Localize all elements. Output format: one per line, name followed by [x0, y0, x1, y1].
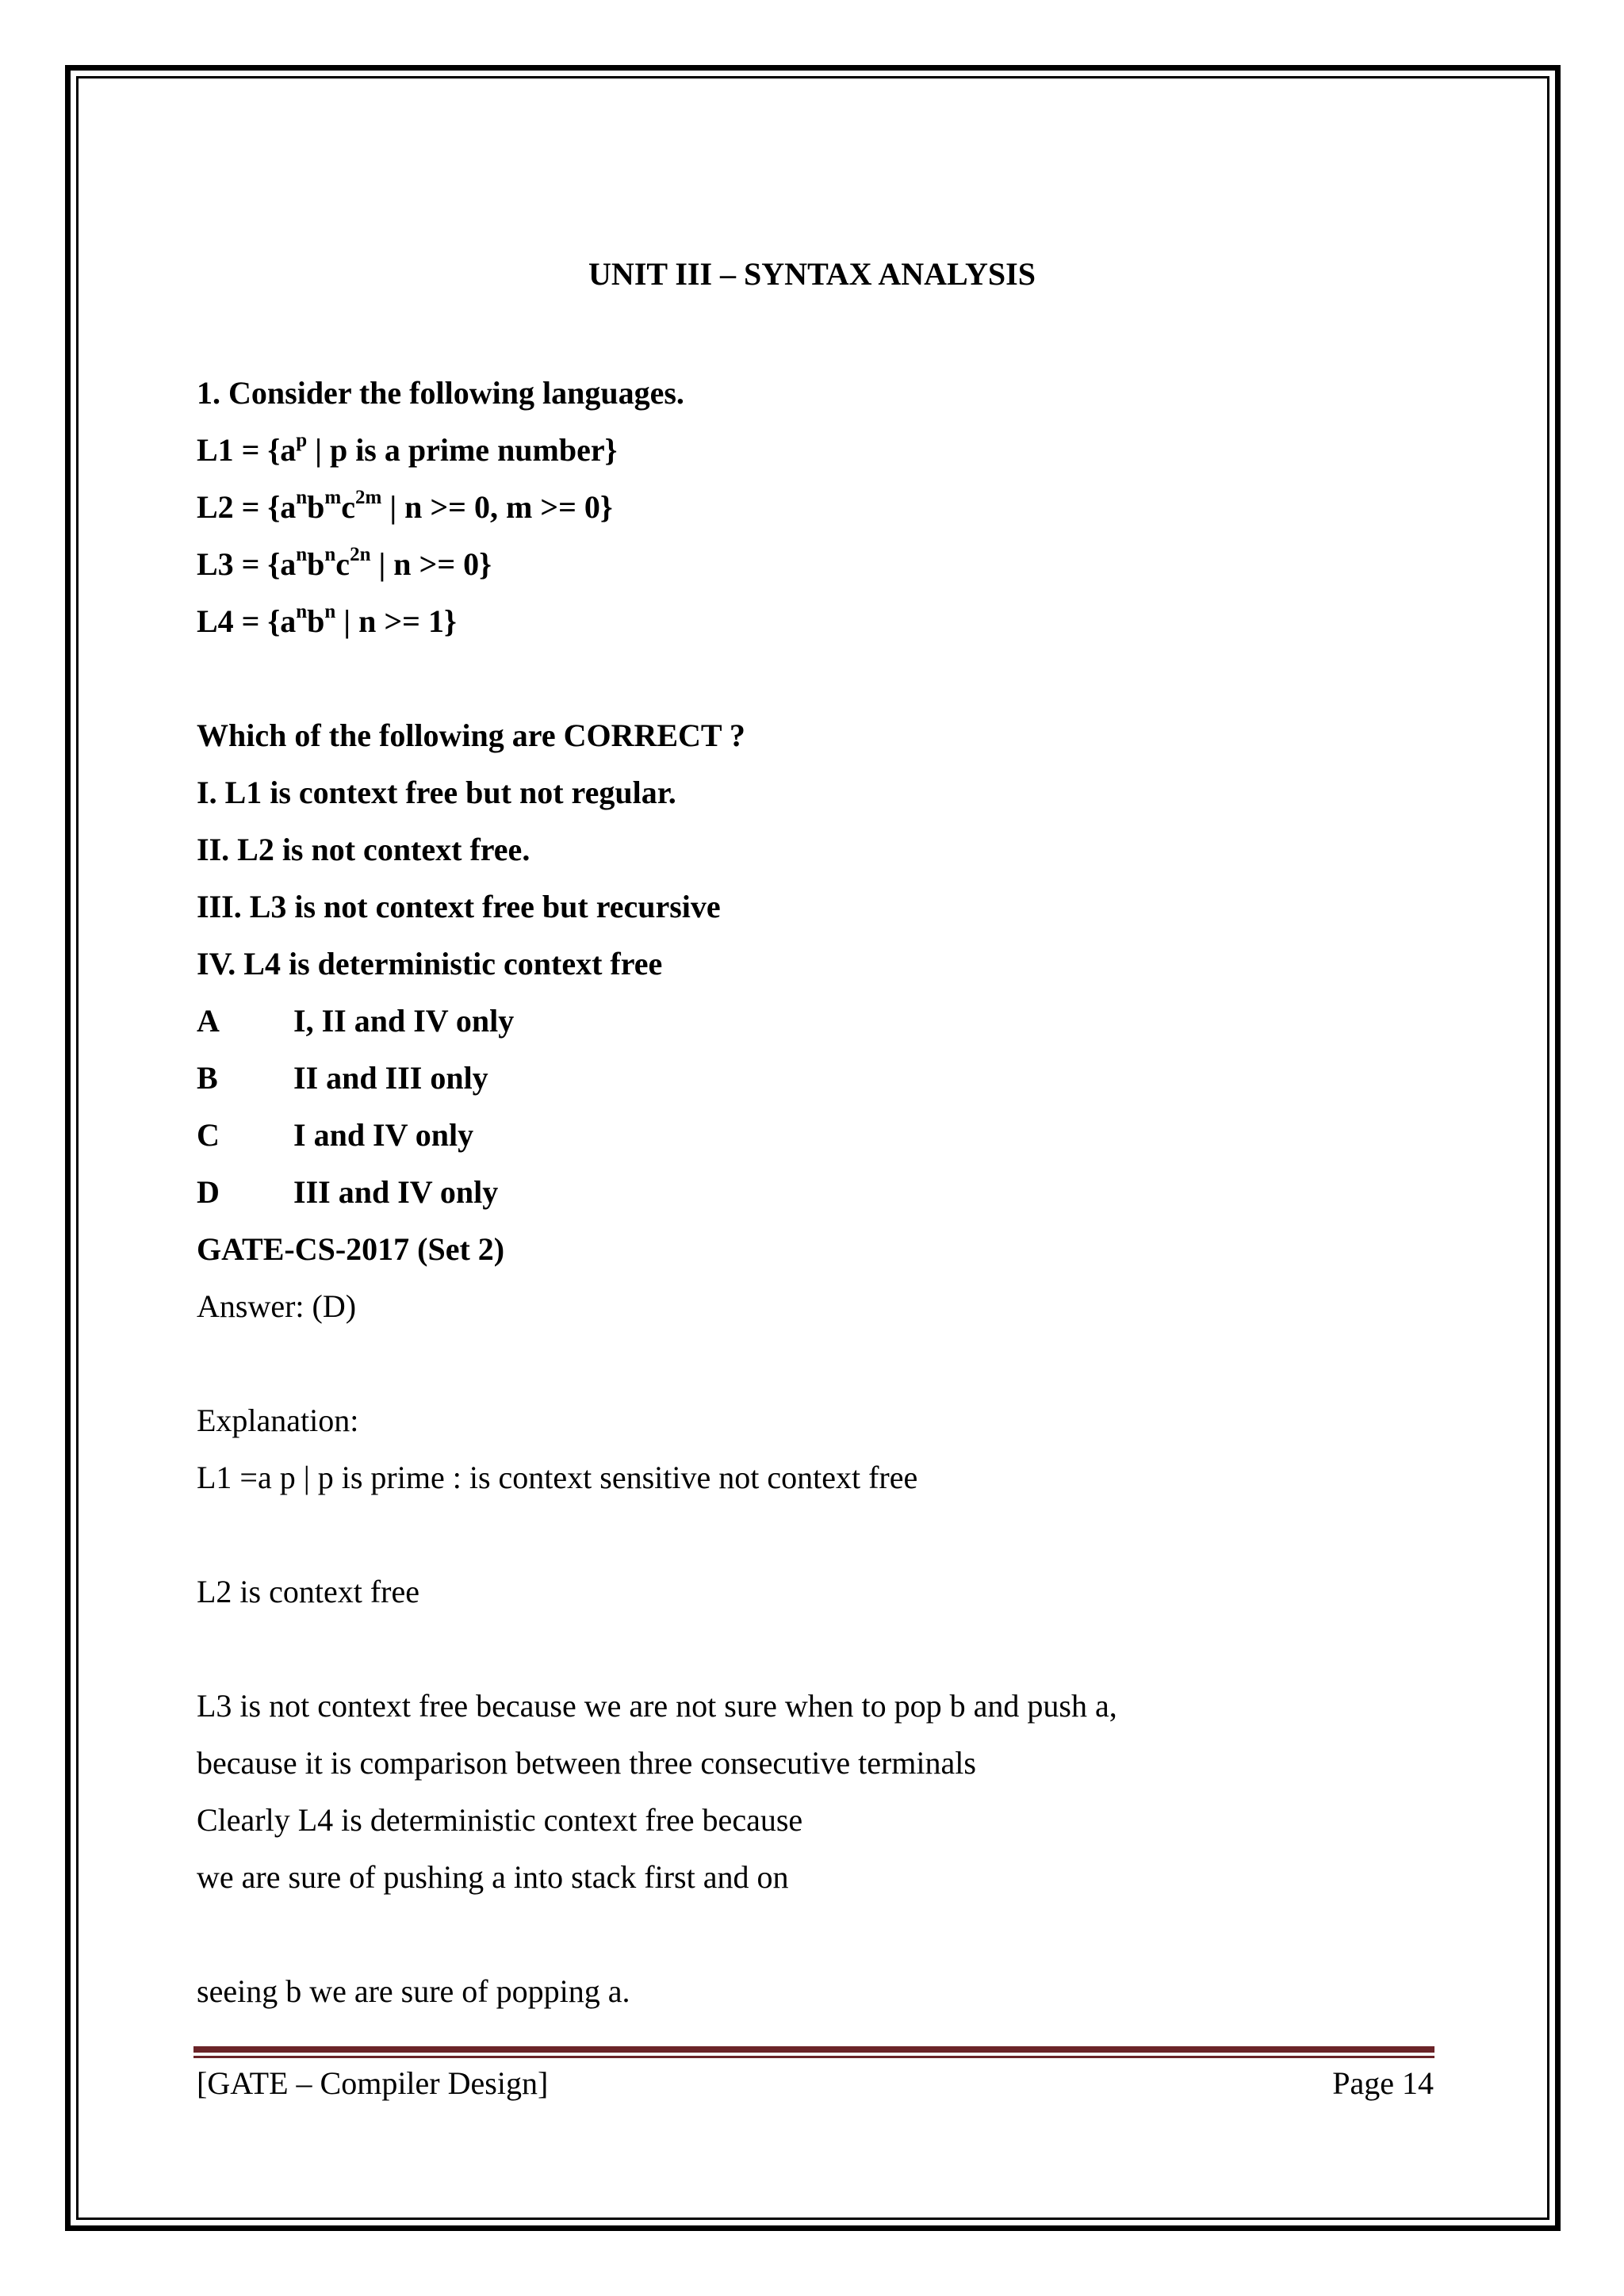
option-text: III and IV only — [293, 1174, 499, 1210]
page-number: Page 14 — [1332, 2065, 1434, 2101]
page-title: UNIT III – SYNTAX ANALYSIS — [588, 256, 1036, 292]
option-letter: B — [197, 1060, 218, 1096]
language-l4: $L4 = \{a^nb^n$ | n >= 1} — [197, 600, 457, 639]
statement-ii: II. L2 is not context free. — [197, 832, 530, 867]
question-heading: 1. Consider the following languages. — [197, 375, 684, 411]
page-footer — [197, 2061, 1434, 2106]
explanation-l1: L1 =a p | p is prime : is context sensitive not context free — [197, 1460, 918, 1495]
statement-iii: III. L3 is not context free but recursive — [197, 889, 721, 924]
spacer — [197, 1906, 1434, 1963]
option-letter: D — [197, 1174, 220, 1210]
explanation-l2: L2 is context free — [197, 1574, 419, 1609]
option-text: I and IV only — [293, 1117, 474, 1153]
option-b — [197, 1050, 1434, 1107]
answer-line: Answer: (D) — [197, 1288, 357, 1324]
option-a — [197, 993, 1434, 1050]
statement-iv: IV. L4 is deterministic context free — [197, 946, 663, 982]
spacer — [197, 1506, 1434, 1563]
footer-rule — [193, 2046, 1434, 2053]
explanation-l4a: Clearly L4 is deterministic context free because — [197, 1802, 803, 1838]
option-text: I, II and IV only — [293, 1003, 515, 1039]
language-l2: $L2 = \{a^nb^mc^{2m}$ | n >= 0, m >= 0} — [197, 486, 613, 525]
explanation-l3b: because it is comparison between three consecutive terminals — [197, 1745, 976, 1781]
explanation-l3a: L3 is not context free because we are not sure when to pop b and push a, — [197, 1688, 1117, 1724]
option-d — [197, 1164, 1434, 1221]
option-letter: C — [197, 1117, 220, 1153]
language-l3: $L3 = \{a^nb^nc^{2n}$ | n >= 0} — [197, 543, 492, 582]
spacer — [197, 1335, 1434, 1392]
explanation-l4c: seeing b we are sure of popping a. — [197, 1973, 630, 2009]
option-letter: A — [197, 1003, 220, 1039]
explanation-label: Explanation: — [197, 1402, 359, 1438]
spacer — [197, 1621, 1434, 1678]
option-c — [197, 1107, 1434, 1164]
explanation-l4b: we are sure of pushing a into stack first and on — [197, 1859, 789, 1895]
main-content — [197, 365, 1434, 2020]
question-prompt: Which of the following are CORRECT ? — [197, 718, 745, 753]
question-source: GATE-CS-2017 (Set 2) — [197, 1231, 505, 1267]
footer-left: [GATE – Compiler Design] — [197, 2065, 549, 2101]
language-l1: $L1 = \{a^p$ | p is a prime number} — [197, 429, 618, 468]
option-text: II and III only — [293, 1060, 488, 1096]
spacer — [197, 650, 1434, 707]
footer-rule-thin — [193, 2056, 1434, 2058]
statement-i: I. L1 is context free but not regular. — [197, 775, 676, 810]
